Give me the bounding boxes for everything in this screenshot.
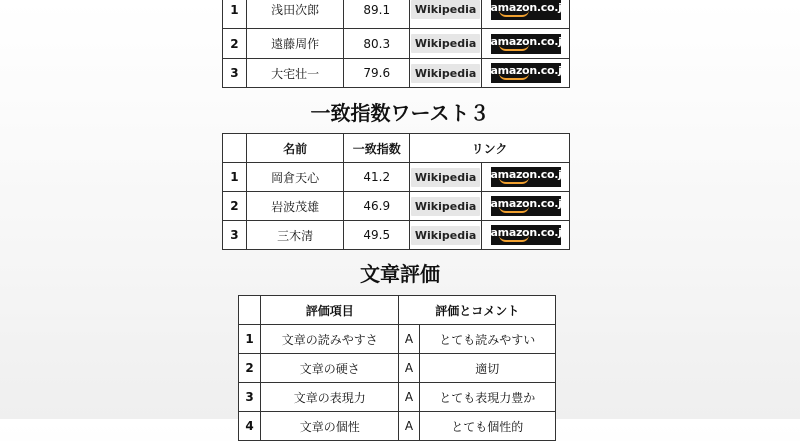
- amazon-link[interactable]: [490, 225, 570, 245]
- rank-cell: 1: [223, 163, 247, 192]
- wikipedia-link[interactable]: Wikipedia: [411, 34, 480, 53]
- table-row: [223, 0, 570, 29]
- evaluation-section-title: 文章評価: [360, 262, 440, 286]
- amazon-logo-text: amazon.co.jp: [490, 0, 570, 14]
- wikipedia-link[interactable]: Wikipedia: [411, 197, 480, 216]
- row-number: 3: [239, 383, 261, 412]
- evaluation-comment: とても読みやすい: [419, 325, 555, 354]
- table-row: [239, 383, 556, 412]
- author-name: 岩波茂雄: [246, 192, 343, 221]
- score-value: 41.2: [344, 163, 410, 192]
- amazon-logo-text: amazon.co.jp: [490, 34, 570, 48]
- score-value: 79.6: [344, 59, 410, 88]
- evaluation-comment: とても個性的: [419, 412, 555, 441]
- worst-authors-table: [222, 133, 570, 250]
- evaluation-comment: 適切: [419, 354, 555, 383]
- amazon-logo-text: amazon.co.jp: [490, 168, 570, 181]
- row-number: 4: [239, 412, 261, 441]
- amazon-link[interactable]: [490, 63, 570, 83]
- best-authors-table: [222, 0, 570, 88]
- evaluation-item: 文章の硬さ: [261, 354, 399, 383]
- evaluation-comment: とても表現力豊か: [419, 383, 555, 412]
- author-name: 浅田次郎: [246, 0, 343, 29]
- amazon-link[interactable]: [490, 0, 570, 20]
- rank-cell: 2: [223, 29, 247, 59]
- amazon-link[interactable]: [490, 196, 570, 216]
- evaluation-table: [238, 295, 556, 441]
- wikipedia-link[interactable]: Wikipedia: [411, 168, 480, 187]
- table-row: [239, 354, 556, 383]
- evaluation-grade: A: [399, 354, 419, 383]
- evaluation-grade: A: [399, 412, 419, 441]
- amazon-smile-icon: [499, 10, 529, 17]
- evaluation-item: 文章の表現力: [261, 383, 399, 412]
- table-row: [223, 192, 570, 221]
- table-row: [239, 325, 556, 354]
- author-name: 岡倉天心: [246, 163, 343, 192]
- score-value: 46.9: [344, 192, 410, 221]
- link-header: リンク: [410, 134, 570, 163]
- row-number: 1: [239, 325, 261, 354]
- table-row: [239, 412, 556, 441]
- amazon-logo-text: amazon.co.jp: [490, 197, 570, 210]
- wikipedia-link[interactable]: Wikipedia: [411, 64, 480, 83]
- table-header-row: [239, 296, 556, 325]
- amazon-logo-text: amazon.co.jp: [490, 226, 570, 239]
- comment-header: 評価とコメント: [399, 296, 556, 325]
- score-value: 49.5: [344, 221, 410, 250]
- rank-cell: 1: [223, 0, 247, 29]
- rank-cell: 3: [223, 221, 247, 250]
- number-header: [239, 296, 261, 325]
- wikipedia-link[interactable]: Wikipedia: [411, 0, 480, 19]
- evaluation-item: 文章の読みやすさ: [261, 325, 399, 354]
- rank-cell: 3: [223, 59, 247, 88]
- author-name: 三木清: [246, 221, 343, 250]
- score-header: 一致指数: [344, 134, 410, 163]
- amazon-link[interactable]: [490, 34, 570, 54]
- amazon-smile-icon: [499, 235, 529, 242]
- name-header: 名前: [246, 134, 343, 163]
- author-name: 大宅壮一: [246, 59, 343, 88]
- table-row: [223, 221, 570, 250]
- score-value: 80.3: [344, 29, 410, 59]
- evaluation-grade: A: [399, 325, 419, 354]
- rank-cell: 2: [223, 192, 247, 221]
- amazon-link[interactable]: [490, 167, 570, 187]
- amazon-smile-icon: [499, 177, 529, 184]
- author-name: 遠藤周作: [246, 29, 343, 59]
- evaluation-item: 文章の個性: [261, 412, 399, 441]
- table-header-row: [223, 134, 570, 163]
- table-row: [223, 29, 570, 59]
- score-value: 89.1: [344, 0, 410, 29]
- amazon-smile-icon: [499, 206, 529, 213]
- wikipedia-link[interactable]: Wikipedia: [411, 226, 480, 245]
- row-number: 2: [239, 354, 261, 383]
- table-row: [223, 59, 570, 88]
- rank-header: [223, 134, 247, 163]
- worst-section-title: 一致指数ワースト３: [310, 101, 490, 125]
- amazon-smile-icon: [499, 44, 529, 51]
- item-header: 評価項目: [261, 296, 399, 325]
- table-row: [223, 163, 570, 192]
- amazon-logo-text: amazon.co.jp: [490, 64, 570, 77]
- evaluation-grade: A: [399, 383, 419, 412]
- amazon-smile-icon: [499, 73, 529, 80]
